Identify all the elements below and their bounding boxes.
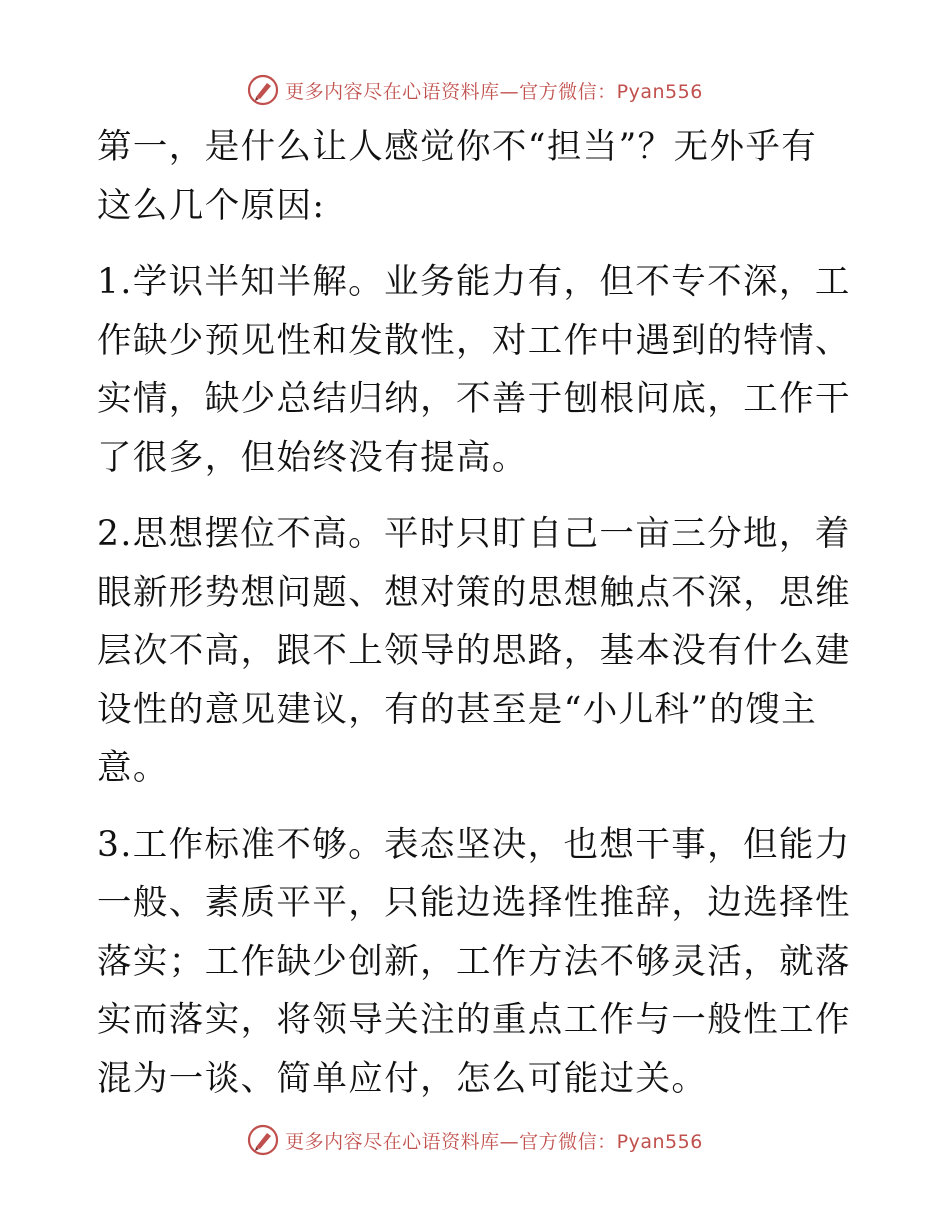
footer-watermark <box>0 1120 950 1160</box>
paragraph-intro: 第一，是什么让人感觉你不“担当”？无外乎有这么几个原因: <box>97 127 818 226</box>
paragraph-point-1: 1.学识半知半解。业务能力有，但不专不深，工作缺少预见性和发散性，对工作中遇到的特情、实情，缺少总结归纳，不善于刨根问底，工作干了很多，但始终没有提高。 <box>97 262 851 478</box>
pen-logo-icon <box>247 1124 279 1156</box>
paragraph-point-2: 2.思想摆位不高。平时只盯自己一亩三分地，着眼新形势想问题、想对策的思想触点不深，思维层次不高，跟不上领导的思路，基本没有什么建设性的意见建议，有的甚至是“小儿科”的馊主意。 <box>97 514 851 788</box>
watermark-text: 更多内容尽在心语资料库—官方微信：Pyan556 <box>285 80 703 103</box>
pen-logo-icon <box>247 74 279 106</box>
document-body <box>97 118 853 1126</box>
watermark-text: 更多内容尽在心语资料库—官方微信：Pyan556 <box>285 1130 703 1153</box>
paragraph-point-3: 3.工作标准不够。表态坚决，也想干事，但能力一般、素质平平，只能边选择性推辞，边选择性落实；工作缺少创新，工作方法不够灵活，就落实而落实，将领导关注的重点工作与一般性工作混为一谈、简单应付，怎么可能过关。 <box>97 824 851 1099</box>
header-watermark <box>0 70 950 110</box>
